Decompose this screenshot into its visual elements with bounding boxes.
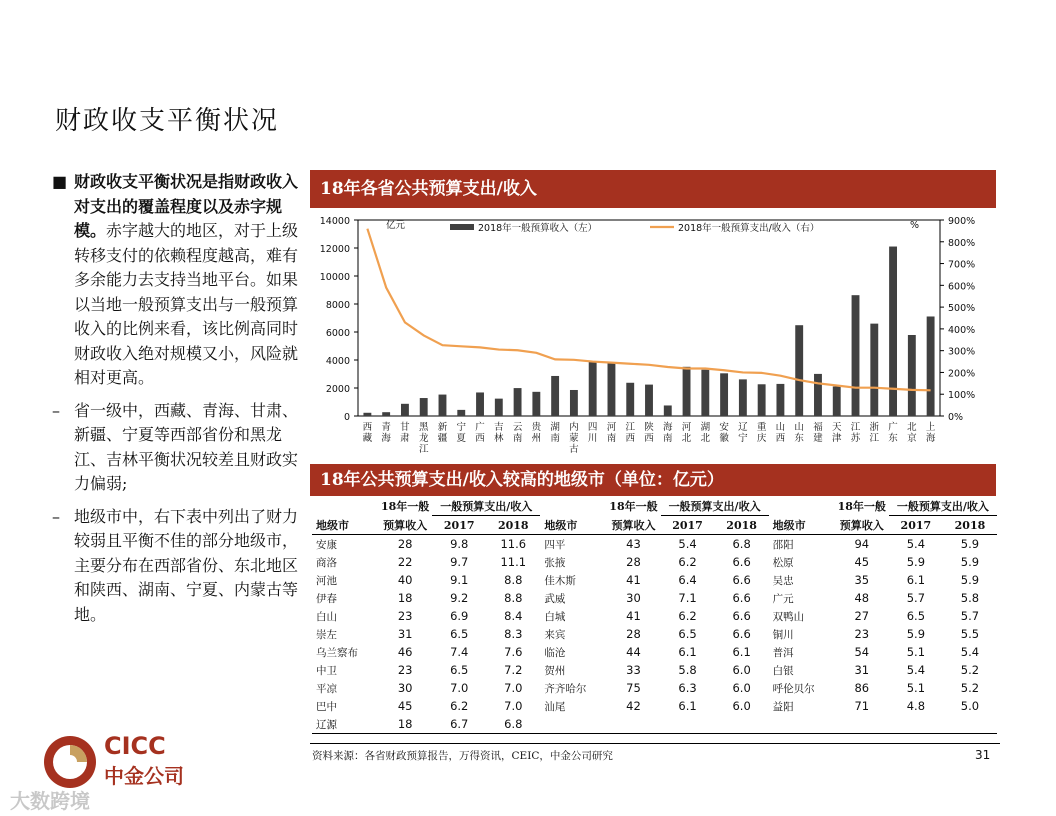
table-cell-value: 8.8 <box>504 591 523 605</box>
bar <box>589 361 597 416</box>
table-cell-value: 5.9 <box>960 537 980 551</box>
x-tick-label: 海南 <box>663 422 673 444</box>
bar <box>514 388 522 416</box>
table-cell-city: 崇左 <box>316 628 337 641</box>
bullet-item <box>52 170 302 391</box>
table-cell-value: 11.1 <box>500 555 527 569</box>
y-left-tick-label: 0 <box>343 412 350 423</box>
table-cell-city: 普洱 <box>772 646 794 659</box>
x-tick-label: 甘肃 <box>400 422 410 444</box>
table-cell-value: 6.5 <box>906 609 926 623</box>
table-row <box>312 697 997 715</box>
table-cell-value: 5.4 <box>906 663 926 677</box>
table-cell-value: 28 <box>626 555 641 569</box>
table-cell-value: 6.2 <box>678 555 697 569</box>
table-cell-value: 30 <box>626 591 641 605</box>
table-cell-value: 5.9 <box>906 627 926 641</box>
table-row <box>312 607 997 625</box>
bullet-marker: – <box>52 400 60 420</box>
table-cell-city: 白银 <box>772 664 794 677</box>
table-cell-value: 23 <box>397 663 413 677</box>
table-head-ratio: 一般预算支出/收入 <box>440 500 533 513</box>
table-cell-value: 45 <box>397 699 413 713</box>
table-cell-value: 5.7 <box>906 591 926 605</box>
table-cell-value: 6.6 <box>732 555 751 569</box>
y-left-tick-label: 12000 <box>319 244 350 255</box>
table-cell-value: 35 <box>854 573 870 587</box>
x-tick-label: 福建 <box>813 422 823 444</box>
bar <box>795 325 803 416</box>
bar <box>927 316 935 416</box>
table-cell-value: 6.6 <box>732 609 751 623</box>
bar <box>758 384 766 416</box>
table-row <box>312 589 997 607</box>
table-head-blank <box>769 497 835 516</box>
table-cell-city: 白山 <box>316 610 337 623</box>
table-cell-value <box>661 715 715 734</box>
table-head-city: 地级市 <box>769 516 835 535</box>
table-cell-city: 平凉 <box>316 682 337 695</box>
y-right-tick-label: 600% <box>948 281 976 293</box>
table-cell-value: 6.2 <box>450 699 469 713</box>
x-tick-label: 河北 <box>681 422 692 444</box>
table-cell-value: 6.5 <box>678 627 697 641</box>
y-left-unit-label: 亿元 <box>386 220 406 231</box>
bullet-list <box>52 170 302 635</box>
table-head-revenue: 18年一般 <box>380 500 430 514</box>
table-cell-city: 吴忠 <box>772 574 794 587</box>
table-cell-value: 71 <box>854 699 870 713</box>
table-cell-city <box>540 715 606 734</box>
legend-line-label: 2018年一般预算支出/收入（右） <box>678 223 820 234</box>
table-cell-value: 30 <box>397 681 413 695</box>
x-tick-label: 安徽 <box>719 422 729 444</box>
x-tick-label: 宁夏 <box>456 422 467 444</box>
bar <box>608 363 616 416</box>
table-row <box>312 625 997 643</box>
bullet-text: 赤字越大的地区，对于上级转移支付的依赖程度越高，难有多余能力去支持当地平台。如果以当地一般预算支出与一般预算收入的比例来看，该比例高同时财政收入绝对规模又小，风险就相对更高。 <box>74 221 299 387</box>
bar <box>683 367 691 416</box>
table-cell-city: 巴中 <box>316 700 337 713</box>
source-divider <box>310 743 1000 744</box>
x-tick-label: 重庆 <box>756 422 767 444</box>
x-tick-label: 辽宁 <box>738 422 748 444</box>
table-cell-city: 双鸭山 <box>772 610 805 623</box>
table-head-year: 2017 <box>889 516 943 535</box>
table-cell-city: 四平 <box>544 538 566 551</box>
cicc-logo-icon <box>42 732 102 792</box>
x-tick-label: 湖南 <box>550 422 560 444</box>
table-head-revenue2: 预算收入 <box>378 516 432 535</box>
table-cell-value: 8.3 <box>504 627 523 641</box>
table-head-city: 地级市 <box>312 516 378 535</box>
table-cell-value: 75 <box>626 681 641 695</box>
table-cell-city: 安康 <box>316 538 337 551</box>
table-row <box>312 643 997 661</box>
table-cell-city: 临沧 <box>544 646 566 659</box>
x-tick-label: 陕西 <box>644 422 654 444</box>
x-tick-label: 吉林 <box>494 422 504 444</box>
table-cell-value: 48 <box>854 591 870 605</box>
bullet-marker: ■ <box>52 172 68 191</box>
table-cell-city: 乌兰察布 <box>316 646 358 659</box>
table-cell-value: 5.4 <box>960 645 980 659</box>
x-tick-label: 内蒙古 <box>569 422 579 455</box>
table-cell-value <box>715 715 769 734</box>
table-cell-value: 6.7 <box>432 715 486 734</box>
table-cell-value: 11.6 <box>500 537 527 551</box>
table-cell-value: 86 <box>854 681 870 695</box>
table-cell-value: 45 <box>854 555 870 569</box>
y-left-tick-label: 6000 <box>325 328 350 339</box>
table-cell-value: 6.0 <box>732 663 751 677</box>
table-cell-value: 5.9 <box>960 573 980 587</box>
table-head-year: 2018 <box>943 516 997 535</box>
table-cell-value: 6.1 <box>678 645 697 659</box>
bar <box>532 392 540 416</box>
bar <box>382 412 390 416</box>
table-cell-value: 5.4 <box>678 537 697 551</box>
table-head-year: 2017 <box>432 516 486 535</box>
table-cell-value: 8.8 <box>504 573 523 587</box>
table-cell-value: 4.8 <box>906 699 926 713</box>
table-cell-value: 6.5 <box>450 627 469 641</box>
bar <box>833 387 841 416</box>
bar <box>626 383 634 416</box>
table-cell-value: 23 <box>397 609 413 623</box>
bullet-text: 地级市中，右下表中列出了财力较弱且平衡不佳的部分地级市，主要分布在西部省份、东北地区和陕西、湖南、宁夏、内蒙古等地。 <box>74 506 299 624</box>
table-cell-value: 23 <box>854 627 870 641</box>
logo-cn: 中金公司 <box>104 764 184 788</box>
table-cell-city: 益阳 <box>772 700 794 713</box>
table-cell-city: 呼伦贝尔 <box>772 682 815 695</box>
table-cell-value: 54 <box>854 645 870 659</box>
table-cell-city: 伊春 <box>316 592 337 605</box>
bullet-bold-text: 财政收支平衡状况是指财政收入对支出的覆盖程度以及赤字规模。 <box>74 172 299 240</box>
y-right-tick-label: 700% <box>948 259 976 271</box>
table-cell-value: 5.7 <box>960 609 980 623</box>
table-cell-value: 6.3 <box>678 681 697 695</box>
table-cell-city: 河池 <box>316 574 337 587</box>
table-cell-value: 6.1 <box>906 573 926 587</box>
table-cell-city: 辽源 <box>312 715 378 734</box>
bar <box>420 398 428 416</box>
table-cell-value: 31 <box>397 627 413 641</box>
table-cell-city: 武威 <box>544 592 566 605</box>
table-cell-value: 43 <box>626 537 641 551</box>
y-right-tick-label: 0% <box>948 412 964 423</box>
table-cell-city: 贺州 <box>544 664 566 677</box>
table-cell-value: 5.1 <box>906 681 926 695</box>
legend-bar-label: 2018年一般预算收入（左） <box>478 223 598 234</box>
table-cell-value: 6.1 <box>732 645 751 659</box>
table-row <box>312 535 997 554</box>
y-left-tick-label: 2000 <box>325 384 350 395</box>
x-tick-label: 西藏 <box>362 422 373 444</box>
x-tick-label: 湖北 <box>700 422 711 444</box>
watermark: 大数跨境 <box>10 789 90 813</box>
table-cell-value: 5.1 <box>906 645 926 659</box>
table-cell-value: 7.1 <box>678 591 697 605</box>
table-cell-value: 5.2 <box>960 663 980 677</box>
y-right-tick-label: 100% <box>948 390 976 402</box>
table-cell-value <box>943 715 997 734</box>
bullet-item <box>52 399 302 497</box>
table-cell-value: 9.1 <box>450 573 469 587</box>
table-cell-value: 40 <box>397 573 413 587</box>
logo-en: CICC <box>104 732 166 760</box>
table-cell-city: 广元 <box>772 592 794 605</box>
bar <box>852 295 860 416</box>
table-cell-value: 8.4 <box>504 609 523 623</box>
page-number: 31 <box>975 748 991 762</box>
x-tick-label: 四川 <box>587 422 598 444</box>
table-head-ratio: 一般预算支出/收入 <box>668 500 761 513</box>
table-cell-value: 5.9 <box>906 555 926 569</box>
table-head-revenue2: 预算收入 <box>606 516 660 535</box>
table-cell-city: 佳木斯 <box>544 574 576 587</box>
table-cell-value: 46 <box>397 645 413 659</box>
province-chart <box>310 208 1000 463</box>
table-cell-value: 7.2 <box>504 663 523 677</box>
bar <box>889 247 897 416</box>
table-cell-value: 5.2 <box>960 681 980 695</box>
x-tick-label: 新疆 <box>437 422 448 444</box>
table-cell-value: 7.0 <box>504 699 523 713</box>
y-right-tick-label: 200% <box>948 368 976 380</box>
source-note: 资料来源：各省财政预算报告，万得资讯，CEIC，中金公司研究 <box>312 750 613 762</box>
x-tick-label: 江苏 <box>850 422 861 444</box>
table-cell-value: 18 <box>378 715 432 734</box>
bar <box>814 374 822 416</box>
table-cell-value <box>835 715 889 734</box>
table-cell-city: 白城 <box>544 610 566 623</box>
table-cell-value: 42 <box>626 699 641 713</box>
table-cell-value: 6.8 <box>486 715 540 734</box>
table-cell-value: 5.4 <box>906 537 926 551</box>
y-left-tick-label: 4000 <box>325 356 350 367</box>
x-tick-label: 河南 <box>606 422 617 444</box>
y-right-tick-label: 500% <box>948 303 976 315</box>
table-cell-value: 6.5 <box>450 663 469 677</box>
bar <box>439 395 447 416</box>
table-cell-value: 7.4 <box>450 645 469 659</box>
table-cell-value: 6.6 <box>732 591 751 605</box>
table-row <box>312 679 997 697</box>
x-tick-label: 广西 <box>475 422 485 444</box>
table-cell-value: 7.0 <box>504 681 523 695</box>
bar <box>645 385 653 416</box>
table-cell-value <box>606 715 660 734</box>
bar <box>908 335 916 416</box>
table-cell-value: 5.5 <box>960 627 980 641</box>
bar <box>776 384 784 416</box>
table-cell-city: 中卫 <box>316 664 337 677</box>
table-cell-value: 5.8 <box>960 591 980 605</box>
table-cell-value: 7.6 <box>504 645 523 659</box>
x-tick-label: 山西 <box>775 422 786 444</box>
table-head-blank <box>540 497 606 516</box>
table-cell-value: 9.7 <box>450 555 469 569</box>
bar <box>739 379 747 416</box>
table-cell-value: 28 <box>397 537 413 551</box>
table-cell-city: 齐齐哈尔 <box>544 682 587 695</box>
y-left-tick-label: 14000 <box>319 216 350 227</box>
x-tick-label: 云南 <box>512 422 523 444</box>
table-cell-value: 7.0 <box>450 681 469 695</box>
y-right-tick-label: 300% <box>948 346 976 358</box>
x-tick-label: 江西 <box>625 422 635 444</box>
bar <box>551 376 559 416</box>
table-head-blank <box>312 497 378 516</box>
x-tick-label: 上海 <box>925 422 936 444</box>
table-cell-value: 6.8 <box>732 537 751 551</box>
table-head-revenue: 18年一般 <box>837 500 886 514</box>
table-cell-value: 22 <box>397 555 413 569</box>
table-cell-value: 18 <box>397 591 413 605</box>
bar <box>570 390 578 416</box>
x-tick-label: 山东 <box>794 422 804 444</box>
bar <box>870 324 878 416</box>
chart-banner: 18年各省公共预算支出/收入 <box>310 170 996 208</box>
table-cell-value: 33 <box>626 663 641 677</box>
bar <box>476 392 484 416</box>
table-cell-value: 6.2 <box>678 609 697 623</box>
table-cell-value: 44 <box>626 645 641 659</box>
x-tick-label: 黑龙江 <box>418 422 429 455</box>
table-cell-value: 31 <box>854 663 870 677</box>
page-title: 财政收支平衡状况 <box>55 106 280 136</box>
table-cell-value: 41 <box>626 573 641 587</box>
table-cell-value: 5.9 <box>960 555 980 569</box>
y-right-tick-label: 800% <box>948 237 976 249</box>
table-head-ratio: 一般预算支出/收入 <box>896 500 989 513</box>
table-banner: 18年公共预算支出/收入较高的地级市（单位：亿元） <box>310 464 996 496</box>
table-cell-value <box>889 715 943 734</box>
table-cell-value: 5.8 <box>678 663 697 677</box>
table-cell-value: 28 <box>626 627 641 641</box>
y-left-tick-label: 8000 <box>325 300 350 311</box>
y-right-tick-label: 400% <box>948 324 976 336</box>
table-cell-value: 6.4 <box>678 573 697 587</box>
table-cell-city: 松原 <box>772 556 794 569</box>
x-tick-label: 浙江 <box>869 422 880 444</box>
table-cell-city: 邵阳 <box>772 538 794 551</box>
bar <box>664 405 672 416</box>
table-cell-city: 商洛 <box>316 556 337 569</box>
bullet-text: 省一级中，西藏、青海、甘肃、新疆、宁夏等西部省份和黑龙江、吉林平衡状况较差且财政实力偏弱; <box>74 400 299 493</box>
bar <box>720 373 728 416</box>
table-cell-city: 铜川 <box>772 628 794 641</box>
city-table <box>312 497 997 734</box>
table-row <box>312 661 997 679</box>
table-head-year: 2018 <box>715 516 769 535</box>
x-tick-label: 贵州 <box>531 422 542 444</box>
table-row <box>312 571 997 589</box>
table-head-revenue: 18年一般 <box>609 500 658 514</box>
bullet-marker: – <box>52 506 60 526</box>
bar <box>401 404 409 416</box>
table-cell-city <box>769 715 835 734</box>
table-cell-value: 9.2 <box>450 591 469 605</box>
legend-bar-swatch <box>450 224 474 230</box>
table-row <box>312 715 997 734</box>
bar <box>363 413 371 416</box>
x-tick-label: 青海 <box>381 422 391 444</box>
table-cell-value: 6.6 <box>732 627 751 641</box>
y-right-unit-label: % <box>910 220 920 231</box>
table-cell-value: 41 <box>626 609 641 623</box>
table-cell-value: 6.1 <box>678 699 697 713</box>
table-cell-city: 张掖 <box>544 556 566 569</box>
table-cell-value: 9.8 <box>450 537 469 551</box>
table-cell-value: 94 <box>854 537 870 551</box>
table-cell-city: 汕尾 <box>544 700 566 713</box>
table-cell-value: 27 <box>854 609 870 623</box>
x-tick-label: 北京 <box>907 422 917 444</box>
cicc-logo <box>42 732 242 792</box>
table-head-revenue2: 预算收入 <box>835 516 889 535</box>
x-tick-label: 天津 <box>831 422 842 444</box>
table-head-year: 2018 <box>486 516 540 535</box>
x-tick-label: 广东 <box>888 422 898 444</box>
ratio-line <box>367 229 930 391</box>
bullet-item <box>52 505 302 628</box>
table-row <box>312 553 997 571</box>
table-cell-value: 6.6 <box>732 573 751 587</box>
bar <box>495 399 503 416</box>
bar <box>457 410 465 416</box>
table-cell-value: 6.0 <box>732 699 751 713</box>
y-right-tick-label: 900% <box>948 216 976 227</box>
table-cell-city: 来宾 <box>544 628 566 641</box>
table-head-year: 2017 <box>661 516 715 535</box>
table-cell-value: 5.0 <box>960 699 980 713</box>
table-cell-value: 6.0 <box>732 681 751 695</box>
table-cell-value: 6.9 <box>450 609 469 623</box>
table-head-city: 地级市 <box>540 516 606 535</box>
bar <box>701 370 709 416</box>
y-left-tick-label: 10000 <box>319 272 350 283</box>
